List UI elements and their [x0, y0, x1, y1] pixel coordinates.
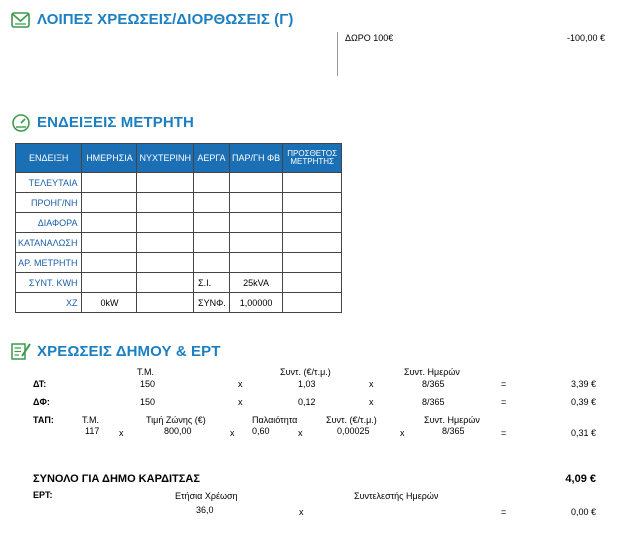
tap-total: 0,31 €: [570, 428, 596, 438]
tap-tm: 117: [85, 426, 100, 436]
tap-multiply-3: x: [298, 428, 303, 438]
table-cell: [230, 233, 283, 253]
table-cell: [137, 293, 194, 313]
table-cell: [82, 213, 137, 233]
row-label: ΚΑΤΑΝΑΛΩΣΗ: [16, 233, 82, 253]
tap-header-zone-price: Τιμή Ζώνης (€): [146, 415, 206, 425]
tap-header-coefficient: Συντ. (€/τ.μ.): [326, 415, 377, 425]
table-cell: 0kW: [82, 293, 137, 313]
col-header: ΕΝΔΕΙΞΗ: [16, 144, 82, 173]
col-header: ΠΡΟΣΘΕΤΟΣ ΜΕΤΡΗΤΗΣ: [283, 144, 342, 173]
ert-annual: 36,0: [196, 505, 214, 515]
table-cell: [82, 173, 137, 193]
header-days: Συντ. Ημερών: [404, 367, 460, 377]
table-row: [16, 253, 342, 273]
dt-multiply-2: x: [369, 379, 374, 389]
municipal-sum-label: ΣΥΝΟΛΟ ΓΙΑ ΔΗΜΟ ΚΑΡΔΙΤΣΑΣ: [33, 473, 200, 485]
table-cell: [283, 173, 342, 193]
tap-multiply-2: x: [230, 428, 235, 438]
df-multiply-2: x: [369, 397, 374, 407]
table-row: [16, 273, 342, 293]
table-cell: [283, 253, 342, 273]
table-row: [16, 293, 342, 313]
charge-item-label: ΔΩΡΟ 100€: [345, 33, 394, 43]
section-title-municipal-charges: ΧΡΕΩΣΕΙΣ ΔΗΜΟΥ & ΕΡΤ: [37, 343, 221, 360]
df-total: 0,39 €: [570, 397, 596, 407]
table-row: [16, 233, 342, 253]
tap-multiply-4: x: [400, 428, 405, 438]
df-days: 8/365: [422, 397, 445, 407]
column-divider: [337, 32, 338, 76]
table-cell: [194, 173, 230, 193]
row-label: ΤΕΛΕΥΤΑΙΑ: [16, 173, 82, 193]
ert-label: ΕΡΤ:: [33, 490, 53, 500]
dt-coefficient: 1,03: [298, 379, 316, 389]
table-cell: [230, 173, 283, 193]
tap-header-age: Παλαιότητα: [252, 415, 298, 425]
tap-zone-price: 800,00: [164, 426, 192, 436]
row-label: ΣΥΝΤ. KWH: [16, 273, 82, 293]
tap-header-days: Συντ. Ημερών: [424, 415, 480, 425]
col-header: ΗΜΕΡΗΣΙΑ: [82, 144, 137, 173]
table-cell: [137, 213, 194, 233]
df-multiply-1: x: [238, 397, 243, 407]
df-label: ΔΦ:: [33, 397, 50, 407]
table-cell: [137, 173, 194, 193]
section-title-meter-readings: ΕΝΔΕΙΞΕΙΣ ΜΕΤΡΗΤΗ: [37, 114, 194, 131]
col-header: ΝΥΧΤΕΡΙΝΗ: [137, 144, 194, 173]
table-cell: [82, 273, 137, 293]
tap-days: 8/365: [442, 426, 465, 436]
table-cell: [283, 213, 342, 233]
table-cell: [82, 253, 137, 273]
table-cell: [283, 193, 342, 213]
df-coefficient: 0,12: [298, 397, 316, 407]
envelope-icon: [10, 10, 32, 30]
table-cell: [194, 213, 230, 233]
row-label: ΑΡ. ΜΕΤΡΗΤΗ: [16, 253, 82, 273]
table-cell: 1,00000: [230, 293, 283, 313]
dt-days: 8/365: [422, 379, 445, 389]
tap-coefficient: 0,00025: [337, 426, 370, 436]
tap-equals: =: [501, 428, 507, 438]
table-cell: [82, 193, 137, 213]
row-label: ΔΙΑΦΟΡΑ: [16, 213, 82, 233]
df-equals: =: [501, 397, 507, 407]
row-label: XZ: [16, 293, 82, 313]
table-cell: [230, 193, 283, 213]
ert-equals: =: [501, 507, 507, 517]
table-cell: [137, 253, 194, 273]
table-cell: [137, 273, 194, 293]
table-row: [16, 173, 342, 193]
col-header: ΠΑΡ/ΓΗ ΦΒ: [230, 144, 283, 173]
tap-multiply-1: x: [119, 428, 124, 438]
table-cell: [194, 253, 230, 273]
dt-total: 3,39 €: [570, 379, 596, 389]
table-cell: [194, 233, 230, 253]
table-cell: [137, 233, 194, 253]
table-header-row: [16, 144, 342, 173]
table-cell: [82, 233, 137, 253]
ert-header-annual: Ετήσια Χρέωση: [175, 491, 238, 501]
table-cell: [230, 253, 283, 273]
table-cell: [194, 193, 230, 213]
ert-header-days: Συντελεστής Ημερών: [354, 491, 439, 501]
tap-label: ΤΑΠ:: [33, 415, 54, 425]
edit-document-icon: [10, 341, 32, 361]
meter-readings-table: [15, 143, 342, 313]
df-tm: 150: [140, 397, 156, 407]
table-row: [16, 213, 342, 233]
header-coefficient: Συντ. (€/τ.μ.): [280, 367, 331, 377]
dt-equals: =: [501, 379, 507, 389]
table-cell: [283, 273, 342, 293]
municipal-sum-value: 4,09 €: [565, 473, 596, 485]
ert-multiply: x: [299, 507, 304, 517]
tap-header-tm: Τ.Μ.: [82, 415, 100, 425]
table-cell: [137, 193, 194, 213]
speedometer-icon: [10, 113, 32, 133]
charge-item-value: -100,00 €: [566, 33, 605, 43]
dt-tm: 150: [140, 379, 156, 389]
table-cell: ΣΥΝΦ.: [194, 293, 230, 313]
col-header: ΑΕΡΓΑ: [194, 144, 230, 173]
table-cell: [283, 293, 342, 313]
table-cell: [283, 233, 342, 253]
header-tm: Τ.Μ.: [137, 367, 155, 377]
tap-age: 0,60: [252, 426, 270, 436]
row-label: ΠΡΟΗΓ/ΝΗ: [16, 193, 82, 213]
ert-total: 0,00 €: [570, 507, 596, 517]
table-cell: [230, 213, 283, 233]
section-title-other-charges: ΛΟΙΠΕΣ ΧΡΕΩΣΕΙΣ/ΔΙΟΡΘΩΣΕΙΣ (Γ): [37, 11, 294, 28]
table-cell: Σ.Ι.: [194, 273, 230, 293]
dt-label: ΔΤ:: [33, 379, 47, 389]
table-cell: 25kVA: [230, 273, 283, 293]
dt-multiply-1: x: [238, 379, 243, 389]
table-row: [16, 193, 342, 213]
